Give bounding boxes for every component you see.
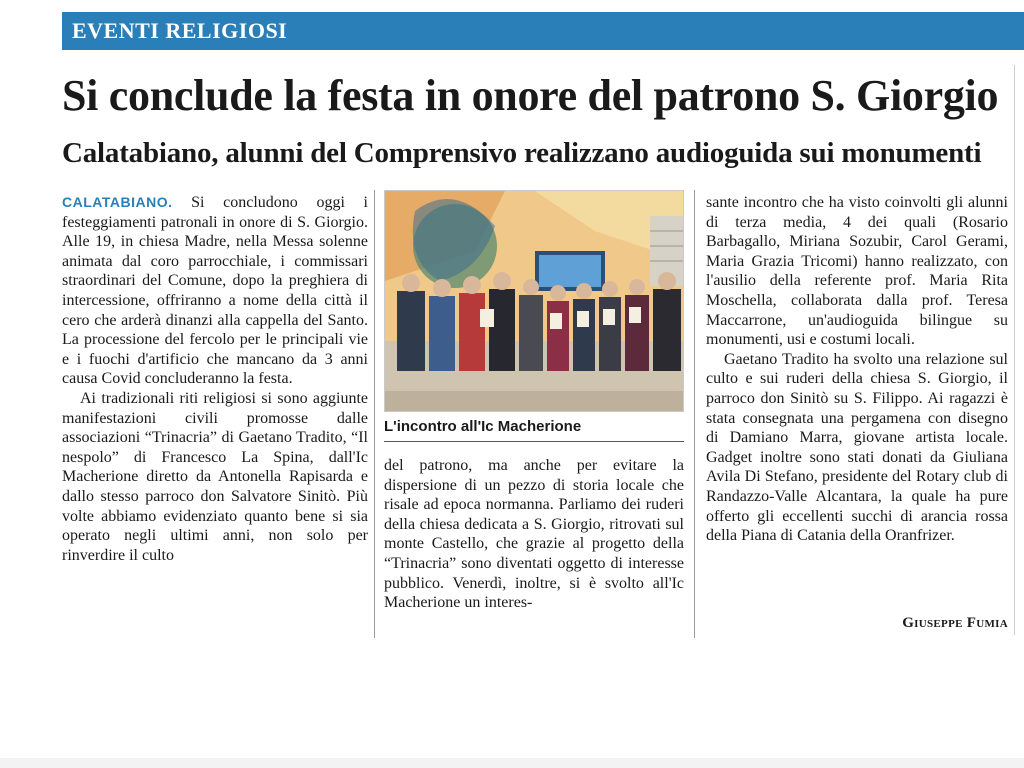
photo-illustration — [385, 191, 684, 412]
article-column-2 — [384, 456, 684, 613]
paragraph: Gaetano Tradito ha svolto una relazione sul culto e sui ruderi della chiesa S. Giorgio, il parroco don Sinitò su S. Filippo. Ai ragazzi è stata consegnata una pergamena con disegno di Damiano Marra, giovane artista locale. Gadget inoltre sono stati donati da Giuliana Avila Di Stefano, presidente del Rotary club di Randazzo-Valle Alcantara, la quale ha pure offerto gli eccellenti succhi di arancia rossa della Piana di Catania della Oranfrizer. — [706, 350, 1008, 545]
section-header-bar — [62, 12, 1024, 50]
author-byline: Giuseppe Fumia — [902, 615, 1008, 631]
paragraph: del patrono, ma anche per evitare la dispersione di un pezzo di storia locale che risale ad epoca normanna. Parliamo dei ruderi della chiesa dedicata a S. Giorgio, ritrovati sul monte Castello, che grazie al progetto della “Trinacria” sono diventati oggetto di interesse pubblico. Venerdì, inoltre, si è svolto all'Ic Macherione un interes- — [384, 457, 684, 612]
paragraph — [62, 193, 368, 389]
paragraph-text: Si concludono oggi i festeggiamenti patronali in onore di S. Giorgio. Alle 19, in chiesa Madre, nella Messa solenne animata dal coro parrocchiale, i commissari straordinari del Comune, dopo la preghiera di intercessione, offriranno a nome della città il cero che arderà dinanzi alla cappella del Santo. La processione del fercolo per le principali vie e i fuochi d'artificio che mancano da 3 anni causa Covid concluderanno la festa. — [62, 194, 369, 388]
article-column-3 — [706, 193, 1008, 546]
caption-divider — [384, 441, 684, 442]
dateline: CALATABIANO. — [62, 194, 173, 210]
article-column-1 — [62, 193, 368, 565]
column-divider — [374, 190, 375, 638]
article-photo — [384, 190, 684, 412]
photo-caption: L'incontro all'Ic Macherione — [384, 418, 582, 435]
paragraph: Ai tradizionali riti religiosi si sono aggiunte manifestazioni civili promosse dalle associazioni “Trinacria” di Gaetano Tradito, “Il nespolo” di Francesco La Spina, dall'Ic Macherione diretto da Antonella Rapisarda e dallo stesso parroco don Salvatore Sinitò. Più volte abbiamo evidenziato quanto bene si sia operato negli ultimi anni, non solo per rinverdire il culto — [62, 389, 368, 564]
article-headline: Si conclude la festa in onore del patrono S. Giorgio — [62, 71, 999, 120]
section-label: EVENTI RELIGIOSI — [72, 18, 288, 43]
page-bottom-edge — [0, 758, 1024, 768]
page-edge-rule — [1014, 65, 1015, 635]
column-divider — [694, 190, 695, 638]
article-subheadline: Calatabiano, alunni del Comprensivo realizzano audioguida sui monumenti — [62, 137, 982, 169]
paragraph: sante incontro che ha visto coinvolti gli alunni di terza media, 4 dei quali (Rosario Barbagallo, Miriana Sozubir, Carol Gerami, Maria Grazia Tricomi) hanno realizzato, con l'ausilio della referente prof. Maria Rita Moschella, collaborata dalla prof. Teresa Maccarrone, un'audioguida bilingue su monumenti, usi e costumi locali. — [706, 194, 1008, 349]
